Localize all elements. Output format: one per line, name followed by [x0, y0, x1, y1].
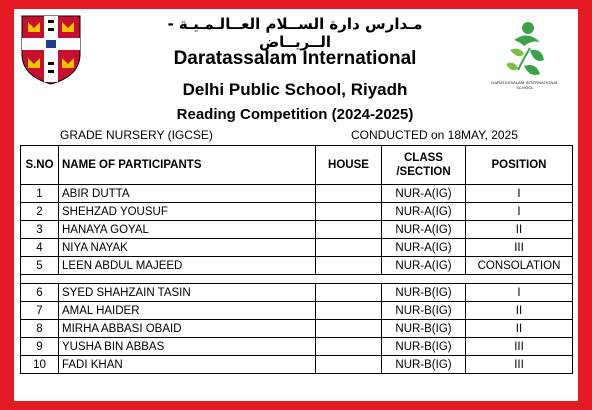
table-row — [21, 356, 573, 374]
cell-class: NUR-A(IG) — [382, 257, 466, 275]
cell-class: NUR-B(IG) — [382, 338, 466, 356]
cell-house — [316, 203, 382, 221]
cell-sno: 1 — [21, 185, 59, 203]
cell-house — [316, 221, 382, 239]
event-title: Reading Competition (2024-2025) — [176, 106, 414, 123]
results-table — [20, 145, 573, 374]
conducted-date: CONDUCTED on 18MAY, 2025 — [351, 128, 518, 142]
table-row — [21, 338, 573, 356]
cell-house — [316, 284, 382, 302]
header-class-line2: /SECTION — [396, 166, 451, 178]
table-row — [21, 221, 573, 239]
cell-position: II — [466, 221, 573, 239]
arabic-title: مـدارس دارة الســلام العــالـمـيـة - الــريــاض — [167, 15, 423, 51]
cell-sno: 5 — [21, 257, 59, 275]
cell-name: SHEHZAD YOUSUF — [59, 203, 316, 221]
cell-house — [316, 356, 382, 374]
cell-class: NUR-A(IG) — [382, 203, 466, 221]
cell-sno: 9 — [21, 338, 59, 356]
group-separator-row — [21, 275, 573, 284]
cell-house — [316, 320, 382, 338]
grade-label: GRADE NURSERY (IGCSE) — [60, 128, 213, 142]
cell-sno: 3 — [21, 221, 59, 239]
cell-position: III — [466, 338, 573, 356]
cell-name: FADI KHAN — [59, 356, 316, 374]
header-class-line1: CLASS — [404, 152, 443, 164]
cell-class: NUR-B(IG) — [382, 320, 466, 338]
table-row — [21, 203, 573, 221]
cell-house — [316, 185, 382, 203]
cell-name: NIYA NAYAK — [59, 239, 316, 257]
cell-sno: 4 — [21, 239, 59, 257]
cell-class: NUR-A(IG) — [382, 221, 466, 239]
cell-position: CONSOLATION — [466, 257, 573, 275]
logo-tagline: DARATASSALAM INTERNATIONAL SCHOOL — [491, 80, 559, 90]
cell-sno: 10 — [21, 356, 59, 374]
leaf-figure-icon — [484, 20, 566, 80]
cell-class: NUR-A(IG) — [382, 185, 466, 203]
header-sno: S.NO — [21, 146, 59, 185]
cambridge-crest-icon — [20, 14, 82, 86]
cell-sno: 7 — [21, 302, 59, 320]
cell-name: ABIR DUTTA — [59, 185, 316, 203]
cell-position: III — [466, 356, 573, 374]
table-row — [21, 185, 573, 203]
header-class — [382, 146, 466, 185]
table-row — [21, 257, 573, 275]
cell-house — [316, 257, 382, 275]
cell-house — [316, 302, 382, 320]
cell-position: I — [466, 185, 573, 203]
school-subtitle: Delhi Public School, Riyadh — [182, 80, 408, 99]
cell-class: NUR-B(IG) — [382, 284, 466, 302]
cell-name: LEEN ABDUL MAJEED — [59, 257, 316, 275]
header-position: POSITION — [466, 146, 573, 185]
cell-position: I — [466, 203, 573, 221]
cell-class: NUR-B(IG) — [382, 356, 466, 374]
table-row — [21, 320, 573, 338]
cell-sno: 6 — [21, 284, 59, 302]
cell-position: I — [466, 284, 573, 302]
cell-name: AMAL HAIDER — [59, 302, 316, 320]
table-header-row — [21, 146, 573, 185]
table-row — [21, 302, 573, 320]
header-name: NAME OF PARTICIPANTS — [59, 146, 316, 185]
cell-class: NUR-A(IG) — [382, 239, 466, 257]
cell-house — [316, 338, 382, 356]
header-house: HOUSE — [316, 146, 382, 185]
cell-sno: 8 — [21, 320, 59, 338]
table-row — [21, 284, 573, 302]
cell-position: II — [466, 320, 573, 338]
cell-position: III — [466, 239, 573, 257]
school-name: Daratassalam International — [173, 48, 417, 69]
cell-name: YUSHA BIN ABBAS — [59, 338, 316, 356]
cell-name: MIRHA ABBASI OBAID — [59, 320, 316, 338]
cell-sno: 2 — [21, 203, 59, 221]
school-logo — [484, 20, 566, 92]
cell-position: II — [466, 302, 573, 320]
cell-house — [316, 239, 382, 257]
cell-name: HANAYA GOYAL — [59, 221, 316, 239]
cell-name: SYED SHAHZAIN TASIN — [59, 284, 316, 302]
table-row — [21, 239, 573, 257]
cell-class: NUR-B(IG) — [382, 302, 466, 320]
group-separator — [21, 275, 573, 284]
